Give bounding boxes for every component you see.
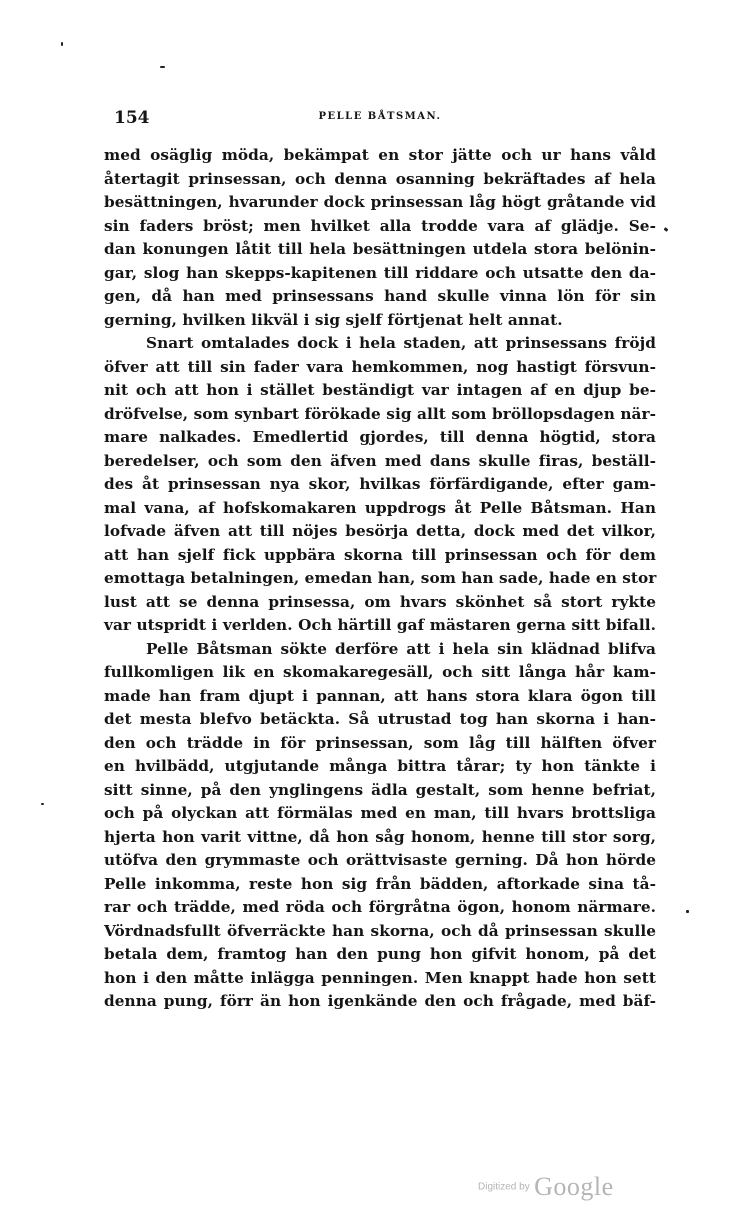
text-line: och på olyckan att förmälas med en man, till hvars brottsliga [104,804,656,822]
text-line: sin faders bröst; men hvilket alla trodde vara af glädje. Se- [104,216,656,235]
paragraph-first-line: Snart omtalades dock i hela staden, att prinsessans fröjd [146,334,656,352]
watermark-prefix: Digitized by [478,1181,530,1193]
text-line: dan konungen låtit till hela besättningen utdela stora belönin- [104,240,656,258]
page-body [104,144,656,1014]
text-line: fullkomligen lik en skomakaregesäll, och sitt långa hår kam- [104,663,656,681]
text-line: besättningen, hvarunder dock prinsessan låg högt gråtande vid [104,193,656,211]
text-line: made han fram djupt i pannan, att hans stora klara ögon till [104,686,656,705]
text-line: Vördnadsfullt öfverräckte han skorna, och då prinsessan skulle [104,921,656,940]
text-line: gerning, hvilken likväl i sig sjelf förtjenat helt annat. [104,310,563,329]
text-line: betala dem, framtog han den pung hon gifvit honom, på det [104,945,656,963]
text-line: dröfvelse, som synbart förökade sig allt som bröllopsdagen när- [104,404,656,423]
text-line: beredelser, och som den äfven med dans skulle firas, beställ- [104,451,656,470]
text-line: Pelle inkomma, reste hon sig från bädden, aftorkade sina tå- [104,874,656,893]
text-line: gen, då han med prinsessans hand skulle vinna lön för sin [104,287,656,305]
page-number: 154 [114,108,150,128]
text-line: återtagit prinsessan, och denna osanning bekräftades af hela [104,169,656,188]
text-line: nit och att hon i stället beständigt var intagen af en djup be- [104,381,656,399]
text-line: att han sjelf fick uppbära skorna till prinsessan och för dem [104,545,656,564]
running-title: PELLE BÅTSMAN. [318,111,442,122]
text-line: hjerta hon varit vittne, då hon såg honom, henne till stor sorg, [104,827,656,846]
text-line: med osäglig möda, bekämpat en stor jätte och ur hans våld [104,146,656,164]
text-line: denna pung, förr än hon igenkände den och frågade, med bäf- [104,992,656,1010]
text-line: var utspridt i verlden. Och härtill gaf mästaren gerna sitt bifall. [104,616,656,634]
scan-speck [160,66,165,68]
text-line: emottaga betalningen, emedan han, som han sade, hade en stor [104,569,657,587]
text-line: den och trädde in för prinsessan, som låg till hälften öfver [104,733,656,752]
text-line: rar och trädde, med röda och förgråtna ögon, honom närmare. [104,898,656,916]
text-line: mare nalkades. Emedlertid gjordes, till denna högtid, stora [104,428,656,446]
text-line: öfver att till sin fader vara hemkommen, nog hastigt försvun- [104,357,656,376]
text-line: hon i den måtte inlägga penningen. Men knappt hade hon sett [104,968,656,987]
text-line: gar, slog han skepps-kapitenen till riddare och utsatte den da- [104,263,656,282]
text-line: lust att se denna prinsessa, om hvars skönhet så stort rykte [104,592,656,611]
digitized-watermark [478,1172,614,1202]
text-line: sitt sinne, på den ynglingens ädla gestalt, som henne befriat, [104,780,656,799]
google-logo: Google [534,1172,614,1201]
text-line: des åt prinsessan nya skor, hvilkas förfärdigande, efter gam- [104,475,656,493]
text-line: lofvade äfven att till nöjes besörja detta, dock med det vilkor, [104,522,656,540]
scan-speck [61,42,63,46]
paragraph-first-line: Pelle Båtsman sökte derföre att i hela sin klädnad blifva [146,639,656,658]
text-line: mal vana, af hofskomakaren uppdrogs åt Pelle Båtsman. Han [104,498,656,517]
scan-speck [41,803,44,805]
scan-speck [686,910,689,913]
scan-speck [664,227,669,232]
text-line: en hvilbädd, utgjutande många bittra tårar; ty hon tänkte i [104,757,656,775]
text-line: det mesta blefvo betäckta. Så utrustad tog han skorna i han- [104,710,656,728]
text-line: utöfva den grymmaste och orättvisaste gerning. Då hon hörde [104,851,656,869]
page-header [104,108,656,128]
